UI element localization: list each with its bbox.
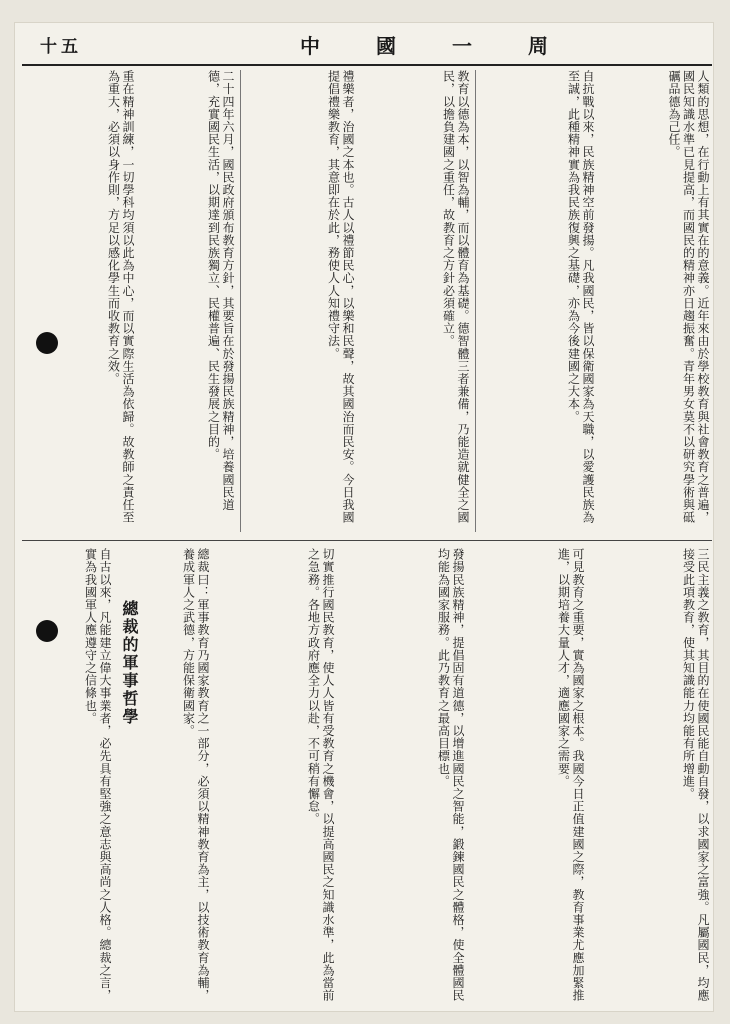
article-bottom-right-b: 可見教育之重要，實為國家之根本。我國今日正值建國之際，教育事業尤應加緊推進，以期培養大量人才，適應國家之需要。 — [556, 548, 585, 1002]
section-divider — [22, 540, 712, 541]
article-top-right-b: 自抗戰以來，民族精神空前發揚。凡我國民，皆以保衛國家為天職，以愛護民族為至誠，此種精神實為我民族復興之基礎，亦為今後建國之大本。 — [566, 70, 595, 524]
article-bottom-left-b: 自古以來，凡能建立偉大事業者，必先具有堅強之意志與高尚之人格。總裁之言，實為我國軍人應遵守之信條也。 — [83, 548, 112, 1002]
column-separator — [475, 70, 476, 532]
article-top-center-b: 禮樂者，治國之本也。古人以禮節民心，以樂和民聲，故其國治而民安。今日我國提倡禮樂教育，其意即在於此，務使人人知禮守法。 — [326, 70, 355, 524]
article-bottom-left-a: 總裁曰：軍事教育乃國家教育之一部分，必須以精神教育為主，以技術教育為輔，養成軍人之武德，方能保衛國家。 — [181, 548, 210, 1002]
journal-title: 中國一周 — [300, 34, 604, 58]
article-top-right-a: 人類的思想，在行動上有其實在的意義。近年來由於學校教育與社會教育之普遍，國民知識水準已見提高，而國民的精神亦日趨振奮。青年男女莫不以研究學術與砥礪品德為己任。 — [667, 70, 710, 524]
header-rule — [22, 64, 712, 66]
page-number: 十五 — [40, 37, 82, 57]
page-header — [0, 30, 730, 60]
column-separator — [240, 70, 241, 532]
article-bottom-right-a: 三民主義之教育，其目的在使國民能自動自發，以求國家之富強。凡屬國民，均應接受此項教育，使其知識能力均能有所增進。 — [681, 548, 710, 1002]
article-top-left-b: 重在精神訓練，一切學科均須以此為中心，而以實際生活為依歸。故教師之責任至為重大，必須以身作則，方足以感化學生而收教育之效。 — [106, 70, 135, 524]
article-title-military-philosophy: 總裁的軍事哲學 — [120, 600, 139, 726]
article-bottom-center-a: 發揚民族精神，提倡固有道德，以增進國民之智能，鍛鍊國民之體格，使全體國民均能為國家服務。此乃教育之最高目標也。 — [436, 548, 465, 1002]
binder-hole — [36, 620, 58, 642]
article-bottom-center-b: 切實推行國民教育，使人人皆有受教育之機會，以提高國民之知識水準，此為當前之急務。各地方政府應全力以赴，不可稍有懈怠。 — [306, 548, 335, 1002]
article-top-left-a: 二十四年六月，國民政府頒布教育方針，其要旨在於發揚民族精神，培養國民道德，充實國民生活，以期達到民族獨立、民權普遍、民生發展之目的。 — [206, 70, 235, 511]
binder-hole — [36, 332, 58, 354]
article-top-center-a: 教育以德為本，以智為輔，而以體育為基礎。德智體三者兼備，乃能造就健全之國民，以擔負建國之重任，故教育之方針必須確立。 — [441, 70, 470, 524]
